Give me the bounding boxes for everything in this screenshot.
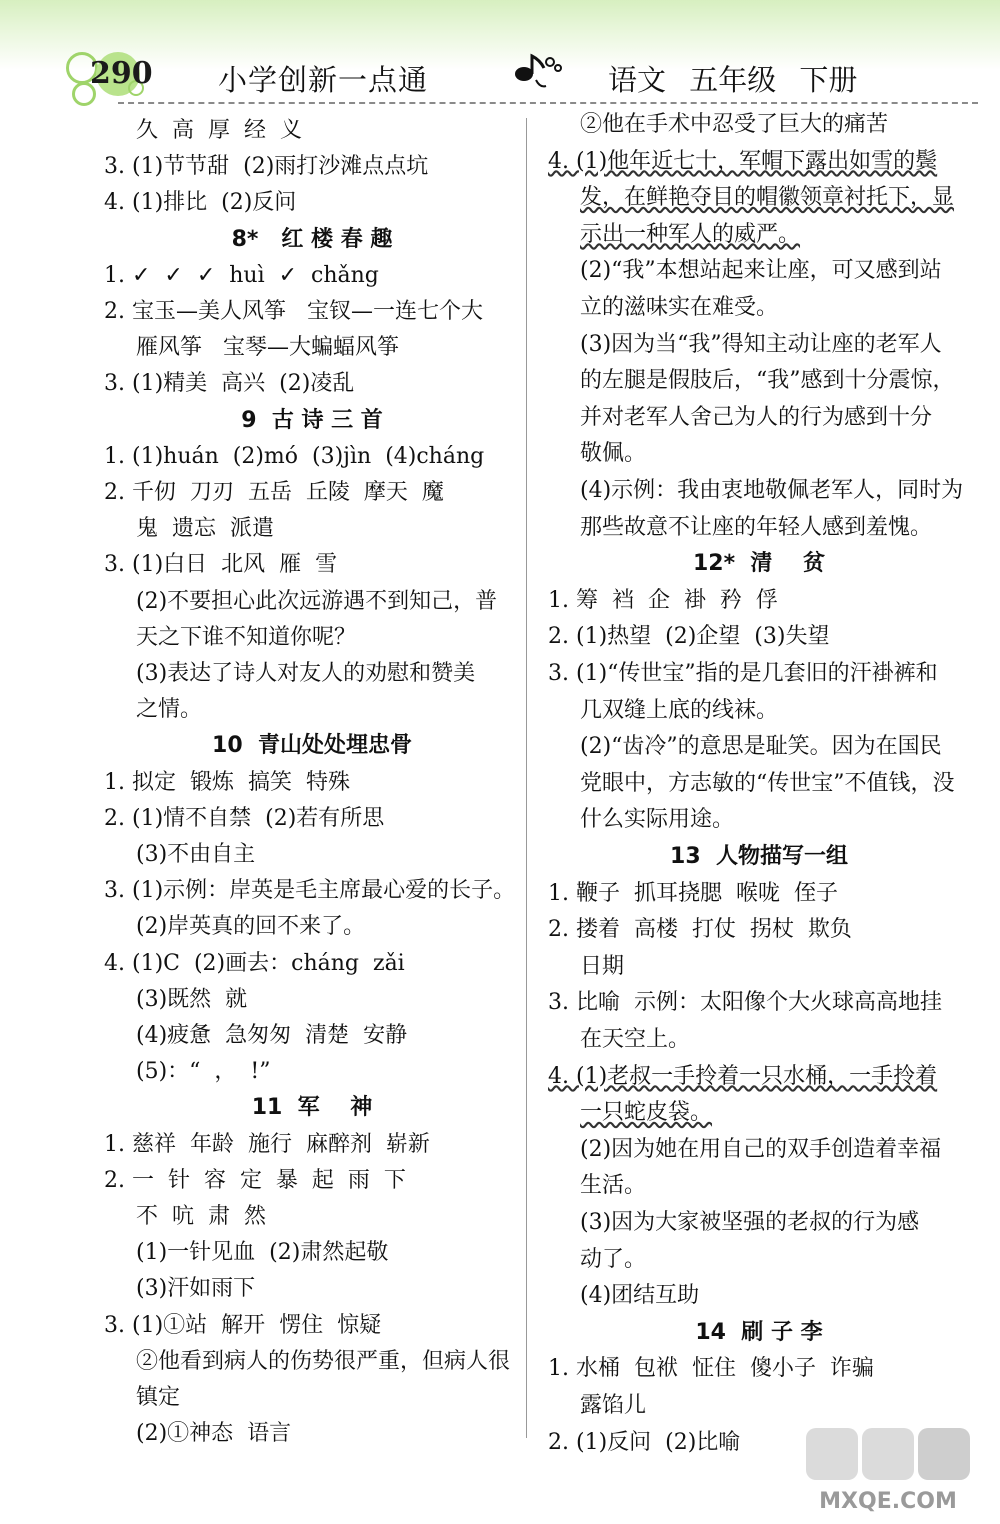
answer-line: 3. (1)精美 高兴 (2)凌乱 [104, 371, 355, 397]
answer-line: 4. (1)排比 (2)反问 [104, 190, 297, 216]
section-title: 8* 红 楼 春 趣 [231, 226, 393, 252]
answer-line: 在天空上。 [580, 1027, 691, 1052]
answer-line: 并对老军人舍己为人的行为感到十分 [580, 404, 933, 430]
answer-line: (2)岸英真的回不来了。 [136, 914, 366, 940]
answer-line: (2)因为她在用自己的双手创造着幸福 [580, 1136, 942, 1162]
answer-line: 那些故意不让座的年轻人感到羞愧。 [580, 514, 933, 540]
answer-line: 4. (1)他年近七十，军帽下露出如雪的鬓 [548, 148, 938, 174]
answer-line: 1. (1)huán (2)mó (3)jìn (4)cháng [104, 443, 485, 469]
answer-line: (1)一针见血 (2)肃然起敬 [136, 1240, 389, 1266]
watermark-text: MXQE.COM [819, 1489, 957, 1514]
answer-line: 鬼 遗忘 派遣 [136, 516, 274, 542]
answer-line: 2. (1)反问 (2)比喻 [548, 1429, 741, 1455]
book-title: 小学创新一点通 [218, 63, 429, 97]
answer-line: 3. (1)“传世宝”指的是几套旧的汗褂裤和 [548, 661, 938, 686]
answer-line: (5)：“ ， !” [136, 1059, 271, 1085]
answer-line: (3)汗如雨下 [136, 1276, 256, 1302]
page-number: 290 [90, 56, 153, 91]
answer-line: 3. (1)示例：岸英是毛主席最心爱的长子。 [104, 878, 516, 904]
answer-line: 示出一种军人的威严。 [580, 221, 801, 247]
answer-line: 雁风筝 宝琴—大蝙蝠风筝 [136, 335, 399, 361]
section-title: 14 刷 子 李 [695, 1319, 823, 1345]
section-title: 11 军 神 [251, 1095, 373, 1121]
answer-line: 天之下谁不知道你呢？ [136, 624, 357, 650]
answer-line: 什么实际用途。 [580, 807, 735, 833]
header-divider [118, 102, 978, 104]
answer-line: 1. ✓ ✓ ✓ huì ✓ chǎng [104, 262, 379, 288]
answer-line: 2. 宝玉—美人风筝 宝钗—一连七个大 [104, 299, 483, 324]
answer-line: 立的滋味实在难受。 [580, 295, 779, 320]
music-note-icon [510, 50, 566, 94]
answer-line: (3)不由自主 [136, 842, 256, 867]
answer-line: 1. 拟定 锻炼 搞笑 特殊 [104, 769, 350, 795]
watermark-logo [800, 1420, 980, 1520]
answer-line: (4)团结互助 [580, 1283, 700, 1309]
answer-line: 的左腿是假肢后，“我”感到十分震惊， [580, 368, 955, 394]
section-title: 13 人物描写一组 [670, 844, 848, 869]
answer-line: 3. 比喻 示例：太阳像个大火球高高地挂 [548, 990, 942, 1016]
column-divider [526, 118, 527, 1438]
answer-line: (2)“齿冷”的意思是耻笑。因为在国民 [580, 734, 942, 760]
answer-line: 4. (1)C (2)画去：cháng zǎi [104, 950, 405, 976]
answer-line: (3)既然 就 [136, 986, 248, 1012]
answer-line: 2. 千仞 刀刃 五岳 丘陵 摩天 魔 [104, 480, 444, 505]
section-title: 12* 清 贫 [692, 551, 826, 577]
answer-line: 3. (1)白日 北风 雁 雪 [104, 552, 338, 578]
answer-line: 露馅儿 [580, 1393, 647, 1418]
answer-line: 生活。 [580, 1173, 647, 1199]
answer-line: 3. (1)节节甜 (2)雨打沙滩点点坑 [104, 154, 429, 180]
answer-line: 一只蛇皮袋。 [580, 1100, 713, 1126]
answer-line: 1. 鞭子 抓耳挠腮 喉咙 侄子 [548, 880, 838, 906]
answer-line: 动了。 [580, 1246, 647, 1272]
answer-line: 不 吭 肃 然 [136, 1204, 266, 1229]
answer-line: 之情。 [136, 697, 203, 723]
answer-line: 2. 一 针 容 定 暴 起 雨 下 [104, 1167, 406, 1193]
answer-line: 日期 [580, 953, 625, 979]
answer-line: (3)表达了诗人对友人的劝慰和赞美 [136, 661, 476, 686]
answer-line: ②他看到病人的伤势很严重，但病人很 [136, 1348, 511, 1374]
answer-line: 2. (1)情不自禁 (2)若有所思 [104, 805, 385, 831]
answer-line: 1. 水桶 包袱 怔住 傻小子 诈骗 [548, 1356, 874, 1382]
answer-line: 4. (1)老叔一手拎着一只水桶，一手拎着 [548, 1063, 938, 1089]
answer-line: (2)不要担心此次远游遇不到知己，普 [136, 588, 498, 614]
answer-line: 党眼中，方志敏的“传世宝”不值钱，没 [580, 770, 955, 796]
answer-line: 镇定 [136, 1385, 181, 1410]
answer-line: 几双缝上底的线袜。 [580, 697, 779, 723]
answer-line: (3)因为大家被坚强的老叔的行为感 [580, 1210, 920, 1235]
answer-line: 1. 慈祥 年龄 施行 麻醉剂 崭新 [104, 1131, 430, 1157]
answer-line: 敬佩。 [580, 441, 647, 467]
answer-line: (4)疲惫 急匆匆 清楚 安静 [136, 1023, 408, 1048]
answer-line: 久 高 厚 经 义 [136, 118, 302, 143]
answer-line: 3. (1)①站 解开 愣住 惊疑 [104, 1312, 382, 1338]
section-title: 9 古 诗 三 首 [241, 407, 383, 433]
answer-line: (2)①神态 语言 [136, 1421, 292, 1447]
section-title: 10 青山处处埋忠骨 [212, 733, 412, 759]
answer-line: (4)示例：我由衷地敬佩老军人，同时为 [580, 478, 964, 503]
answer-line: 2. 搂着 高楼 打仗 拐杖 欺负 [548, 917, 852, 943]
answer-line: 1. 筹 裆 企 褂 矜 俘 [548, 587, 778, 613]
answer-line: (3)因为当“我”得知主动让座的老军人 [580, 331, 942, 357]
answer-line: ②他在手术中忍受了巨大的痛苦 [580, 112, 889, 137]
answer-line: 2. (1)热望 (2)企望 (3)失望 [548, 624, 830, 650]
answer-line: 发，在鲜艳夺目的帽徽领章衬托下，显 [580, 185, 955, 211]
answer-line: (2)“我”本想站起来让座，可又感到站 [580, 258, 942, 284]
subject-grade: 语文 五年级 下册 [608, 63, 858, 97]
